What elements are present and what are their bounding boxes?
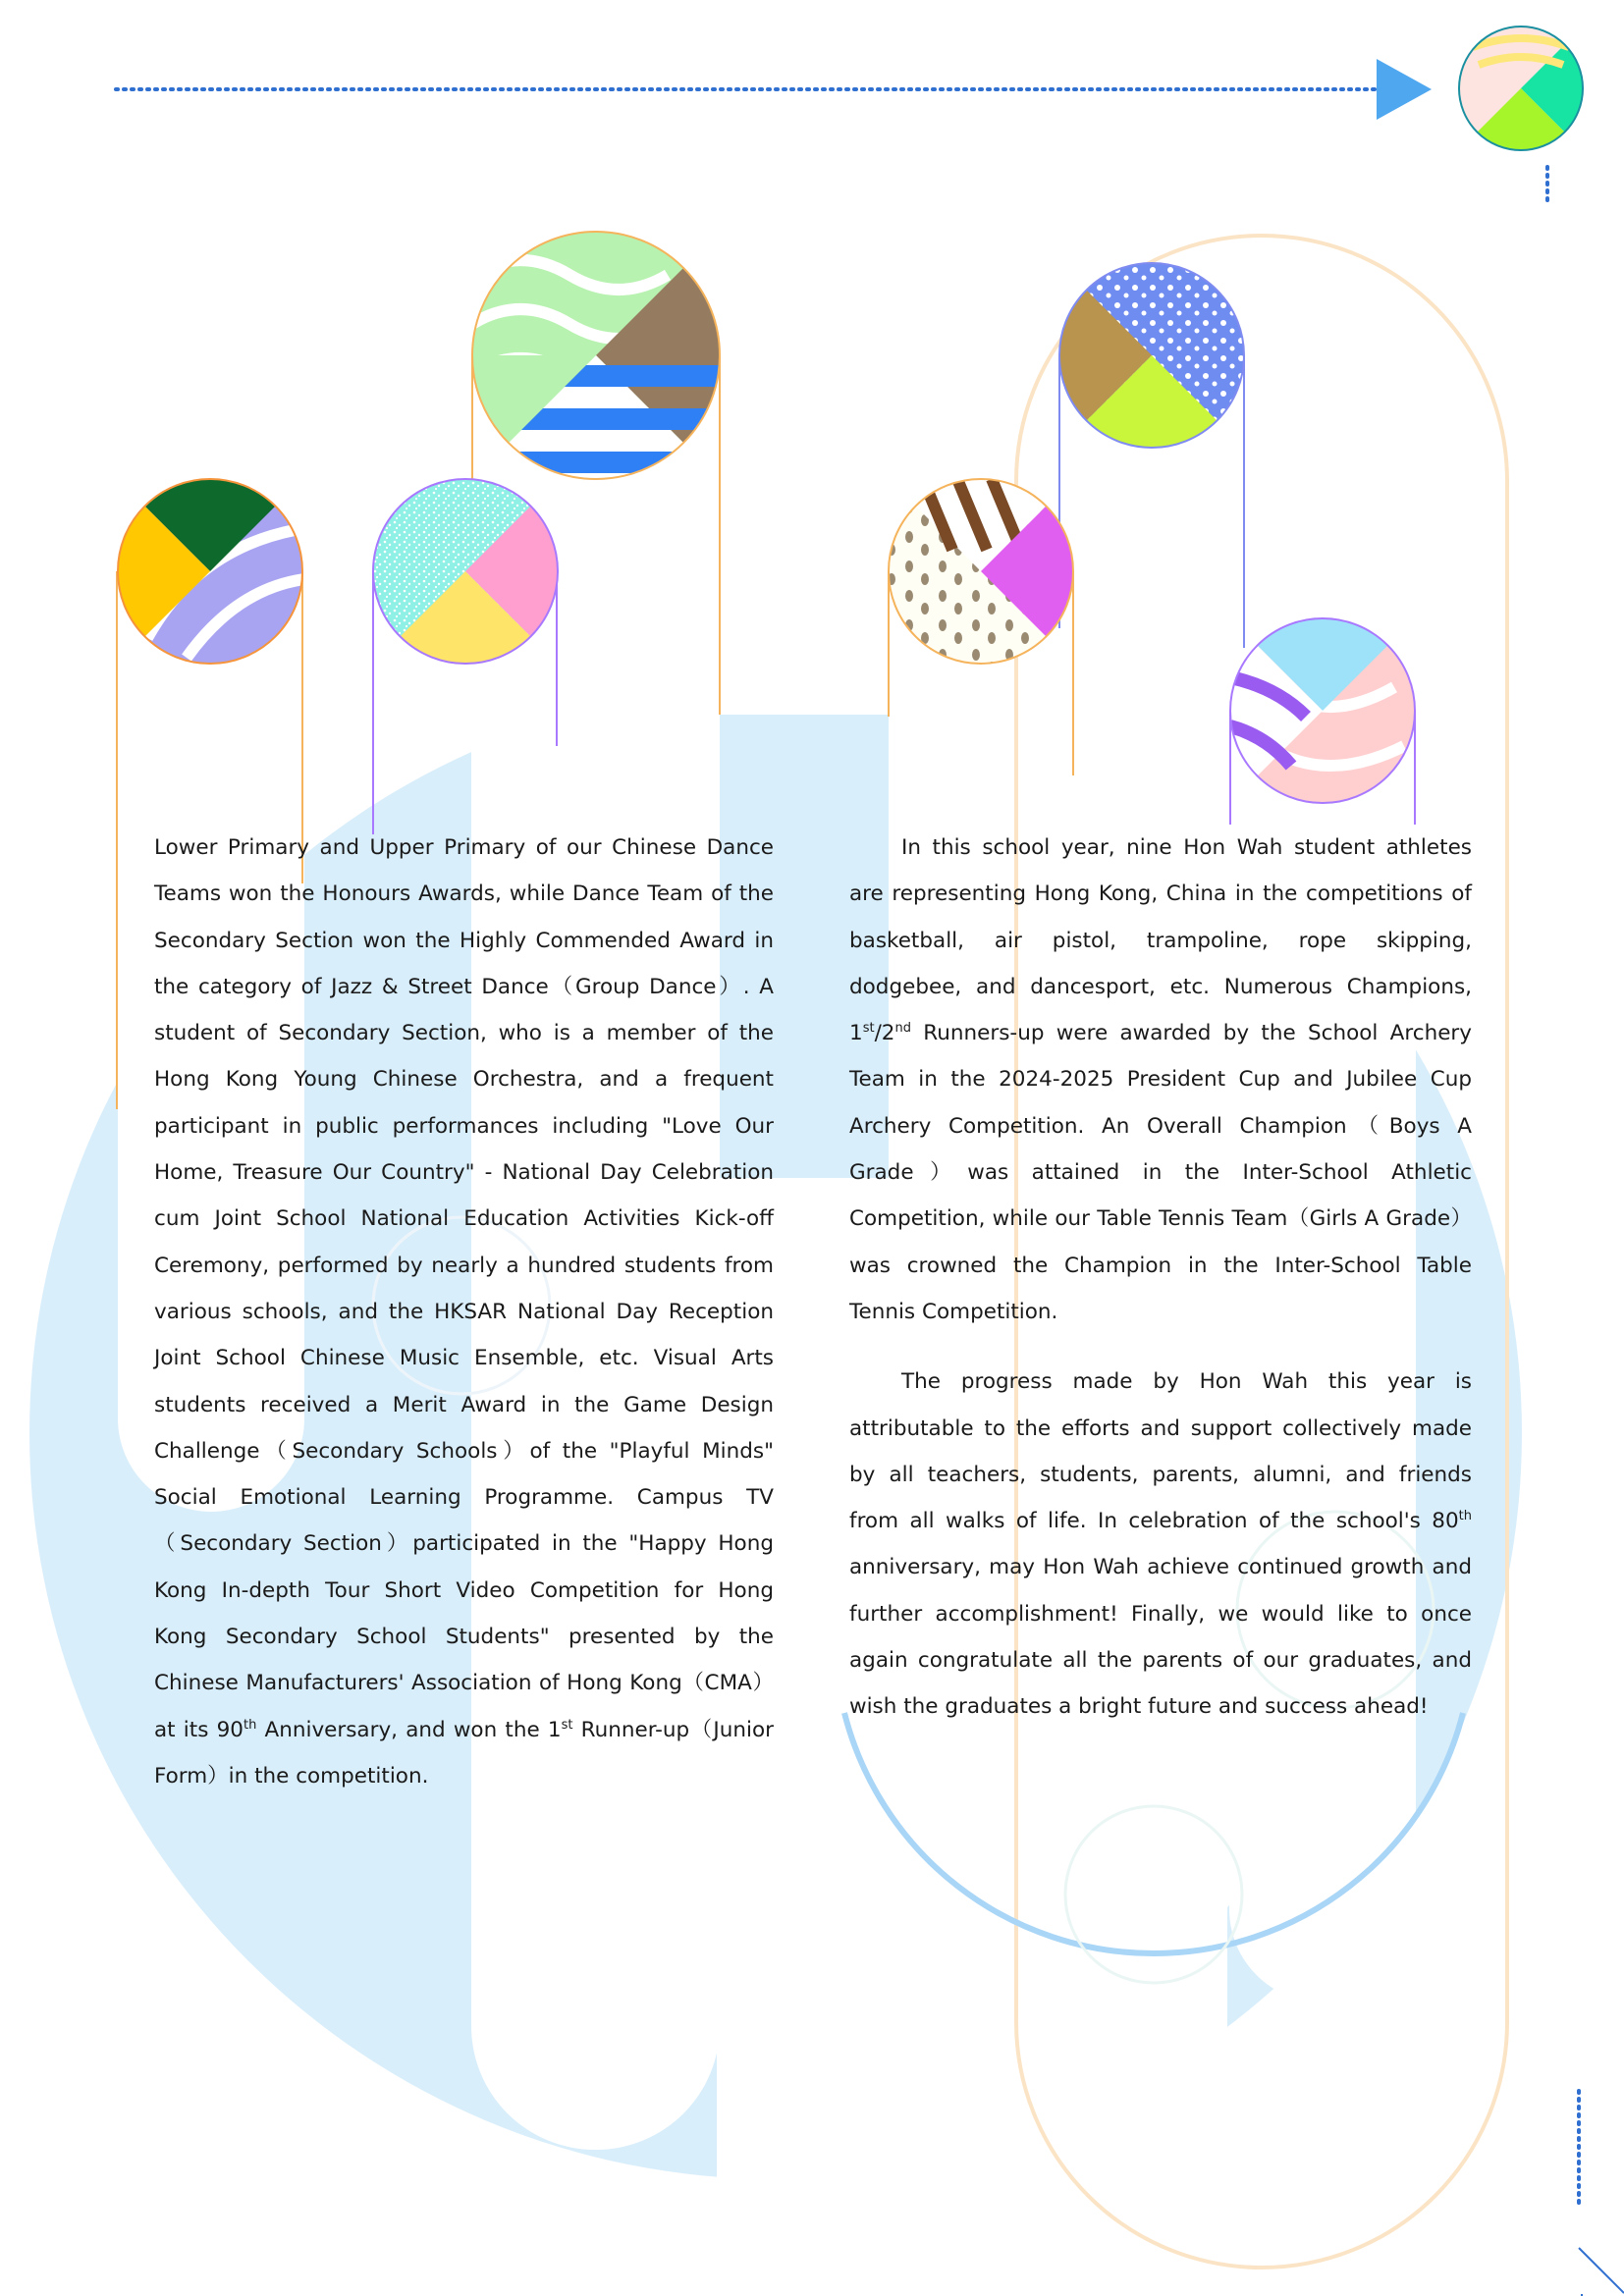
- right-p1-seg-2: /2: [874, 1021, 895, 1046]
- superscript: st: [561, 1717, 573, 1733]
- right-p2-seg-0: The progress made by Hon Wah this year is attributable to the efforts and support collectively made by all teachers, students, parents, alumni, and friends from all walks of life. In celebration of the school's 80: [849, 1369, 1472, 1534]
- superscript: st: [862, 1021, 875, 1037]
- superscript: nd: [894, 1021, 911, 1037]
- right-paragraph-1: [849, 825, 1472, 1335]
- superscript: th: [243, 1717, 257, 1733]
- left-seg-4: Runner-up（Junior Form）in the competition.: [154, 1717, 774, 1789]
- left-seg-0: Lower Primary and Upper Primary of our Chinese Dance Teams won the Honours Awards, while Dance Team of the Secondary Section won the Highly Commended Award in the category of Jazz & Street Dance（Group Dance）. A student of Secondary Section, who is a member of the Hong Kong Young Chinese Orchestra, and a frequent participant in public performances including "Love Our Home, Treasure Our Country" - National Day Celebration cum Joint School National Education Activities Kick-off Ceremony, performed by nearly a hundred students from various schools, and the HKSAR National Day Reception Joint School Chinese Music Ensemble, etc. Visual Arts students received a Merit Award in the Game Design Challenge（Secondary Schools）of the "Playful Minds" Social Emotional Learning Programme. Campus TV（Secondary Section）participated in the "Happy Hong Kong In-depth Tour Short Video Competition for Hong Kong Secondary School Students" presented by the Chinese Manufacturers' Association of Hong Kong（CMA）at its 90: [154, 835, 774, 1742]
- left-paragraph: [154, 825, 774, 1799]
- right-p1-seg-4: Runners-up were awarded by the School Archery Team in the 2024-2025 President Cup and Jubilee Cup Archery Competition. An Overall Champion（Boys A Grade）was attained in the Inter-School Athletic Competition, while our Table Tennis Team（Girls A Grade）was crowned the Champion in the Inter-School Table Tennis Competition.: [849, 1021, 1472, 1324]
- right-p2-seg-2: anniversary, may Hon Wah achieve continued growth and further accomplishment! Finally, we would like to once again congratulate all the parents of our graduates, and wish the graduates a bright future and success ahead!: [849, 1555, 1472, 1720]
- right-p1-seg-0: In this school year, nine Hon Wah student athletes are representing Hong Kong, China in the competitions of basketball, air pistol, trampoline, rope skipping, dodgebee, and dancesport, etc. Numerous Champions, 1: [849, 835, 1472, 1046]
- right-text-column: [849, 825, 1472, 1731]
- left-text-column: [154, 825, 774, 1799]
- superscript: th: [1458, 1509, 1472, 1523]
- left-seg-2: Anniversary, and won the 1: [256, 1717, 562, 1742]
- right-paragraph-2: [849, 1359, 1472, 1730]
- pie-circle-1: [472, 232, 720, 479]
